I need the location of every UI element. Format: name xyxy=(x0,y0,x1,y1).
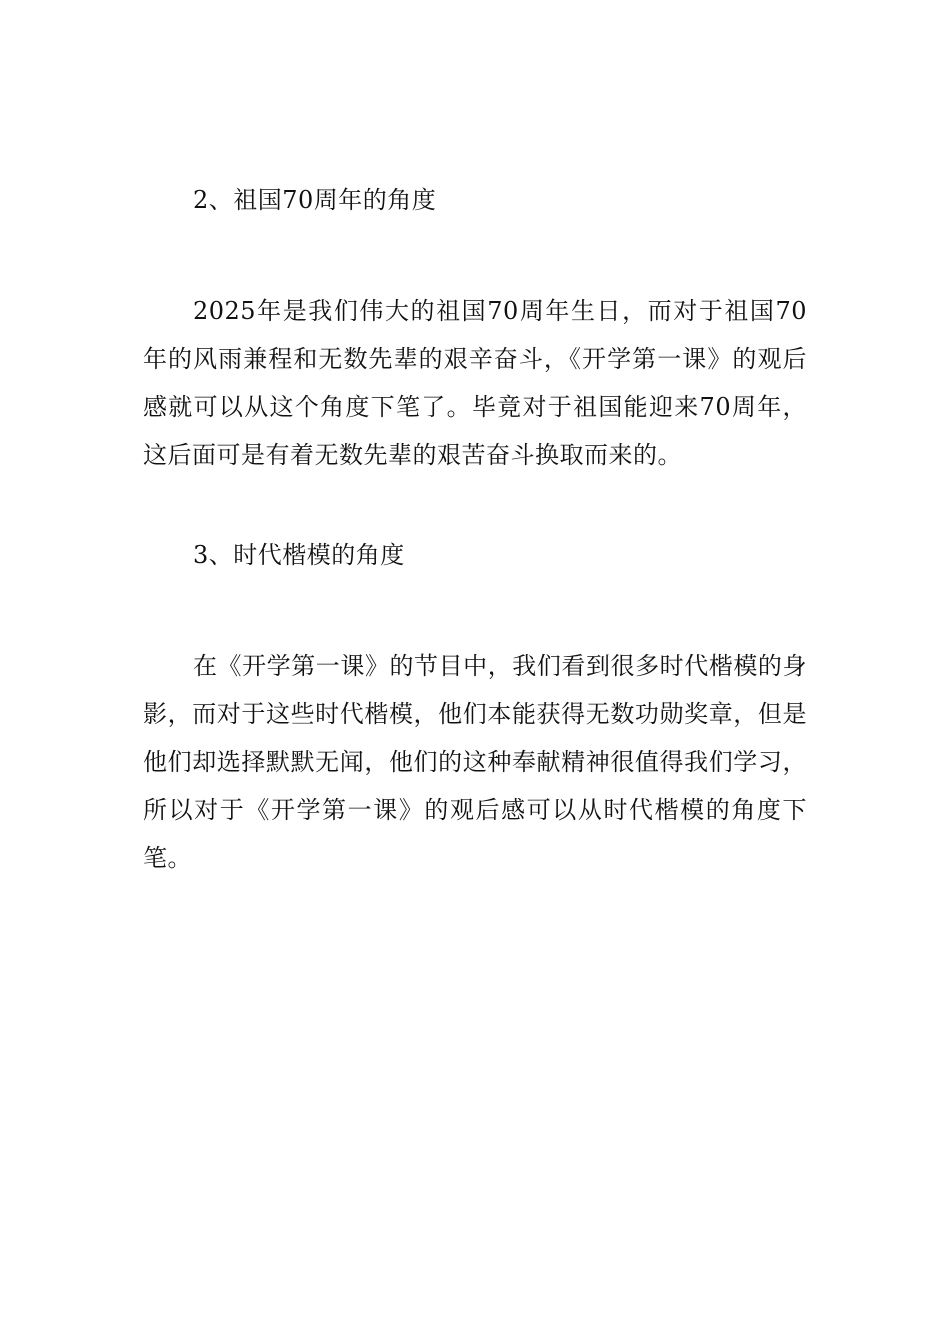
spacer xyxy=(143,577,807,642)
section-heading-motherland-70: 2、祖国70周年的角度 xyxy=(193,186,437,214)
spacer xyxy=(143,479,807,533)
document-body xyxy=(143,178,807,882)
spacer xyxy=(143,222,807,287)
section-heading-role-models: 3、时代楷模的角度 xyxy=(193,541,405,569)
section-paragraph-motherland-70: 2025年是我们伟大的祖国70周年生日，而对于祖国70年的风雨兼程和无数先辈的艰辛奋斗，《开学第一课》的观后感就可以从这个角度下笔了。毕竟对于祖国能迎来70周年，这后面可是有着无数先辈的艰苦奋斗换取而来的。 xyxy=(143,297,807,469)
section-paragraph-role-models: 在《开学第一课》的节目中，我们看到很多时代楷模的身影，而对于这些时代楷模，他们本能获得无数功勋奖章，但是他们却选择默默无闻，他们的这种奉献精神很值得我们学习，所以对于《开学第一课》的观后感可以从时代楷模的角度下笔。 xyxy=(143,652,807,872)
